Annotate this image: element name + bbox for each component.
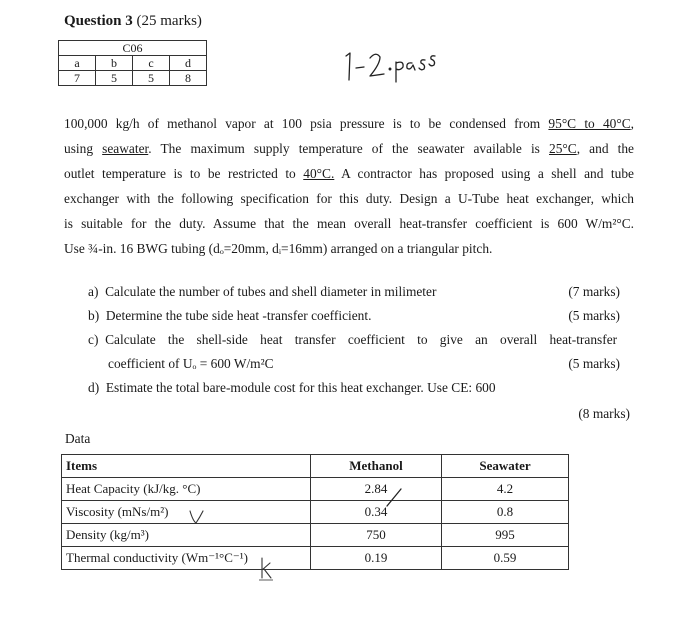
sub-question-text: Estimate the total bare-module cost for this heat exchanger. Use CE: 600	[105, 380, 496, 395]
table-row	[62, 501, 569, 524]
row-item: Density (kg/m³)	[62, 524, 311, 547]
code-header-b: b	[96, 56, 133, 71]
code-header-c: c	[133, 56, 170, 71]
statement-line-1	[64, 111, 634, 136]
sub-question-c	[88, 332, 628, 348]
code-header-d: d	[170, 56, 207, 71]
outlet-temperature: 40°C.	[303, 166, 335, 181]
sub-question-label: c)	[88, 332, 99, 347]
row-methanol: 0.19	[311, 547, 442, 570]
row-methanol: 0.34	[311, 501, 442, 524]
sub-question-c-marks: (5 marks)	[568, 356, 620, 371]
data-label: Data	[65, 431, 91, 446]
row-item: Viscosity (mNs/m²)	[62, 501, 311, 524]
statement-text: outlet temperature is to be restricted to	[64, 166, 304, 181]
statement-line-6: Use ¾-in. 16 BWG tubing (dₒ=20mm, dᵢ=16mm) arranged on a triangular pitch.	[64, 241, 493, 256]
statement-line-3	[64, 161, 634, 186]
question-marks: (25 marks)	[136, 13, 202, 29]
sub-question-text: Calculate the number of tubes and shell diameter in milimeter	[105, 284, 437, 299]
sub-question-text: Determine the tube side heat -transfer coefficient.	[105, 308, 372, 323]
statement-text: . The maximum supply temperature of the seawater available is	[148, 141, 550, 156]
row-seawater: 995	[442, 524, 569, 547]
statement-text: A contractor has proposed using a shell and tube	[334, 166, 634, 181]
sub-question-label: a)	[88, 284, 99, 299]
sub-question-b	[88, 308, 371, 324]
column-header-methanol: Methanol	[311, 455, 442, 478]
table-row	[62, 524, 569, 547]
sub-question-label: d)	[88, 380, 100, 395]
temperature-range: 95°C to 40°C	[548, 116, 631, 131]
row-item: Thermal conductivity (Wm⁻¹°C⁻¹)	[62, 547, 311, 570]
sub-question-label: b)	[88, 308, 100, 323]
code-value-c: 5	[133, 71, 170, 86]
row-seawater: 0.59	[442, 547, 569, 570]
column-header-items: Items	[62, 455, 311, 478]
code-value-d: 8	[170, 71, 207, 86]
row-seawater: 4.2	[442, 478, 569, 501]
row-methanol: 2.84	[311, 478, 442, 501]
statement-line-2	[64, 136, 634, 161]
code-value-a: 7	[59, 71, 96, 86]
sub-questions	[88, 284, 628, 424]
sub-question-c-line2: coefficient of Uₒ = 600 W/m²C	[108, 356, 274, 371]
question-title	[64, 13, 202, 30]
seawater-term: seawater	[102, 141, 149, 156]
data-table	[61, 454, 569, 570]
row-seawater: 0.8	[442, 501, 569, 524]
statement-line-5: is suitable for the duty. Assume that the mean overall heat-transfer coefficient is 600 W/m²°C.	[64, 216, 634, 231]
sub-question-b-marks: (5 marks)	[568, 308, 620, 323]
column-header-seawater: Seawater	[442, 455, 569, 478]
table-row	[62, 547, 569, 570]
sub-question-d-marks: (8 marks)	[578, 406, 630, 421]
sub-question-d	[88, 380, 496, 396]
sub-question-a	[88, 284, 436, 300]
question-number: Question 3	[64, 13, 133, 29]
statement-punct: ,	[630, 116, 635, 131]
code-header-a: a	[59, 56, 96, 71]
sub-question-text: Calculate the shell-side heat transfer coefficient to give an overall heat-transfer	[105, 332, 618, 347]
statement-text: 100,000 kg/h of methanol vapor at 100 psia pressure is to be condensed from	[64, 116, 549, 131]
table-row	[62, 478, 569, 501]
handwritten-note	[340, 36, 450, 86]
row-methanol: 750	[311, 524, 442, 547]
statement-text: , and the	[576, 141, 634, 156]
statement-text: using	[64, 141, 103, 156]
problem-statement	[64, 111, 634, 261]
row-item: Heat Capacity (kJ/kg. °C)	[62, 478, 311, 501]
sub-question-a-marks: (7 marks)	[568, 284, 620, 299]
statement-line-4: exchanger with the following specification for this duty. Design a U-Tube heat exchanger, which	[64, 191, 634, 206]
supply-temperature: 25°C	[549, 141, 577, 156]
code-cell: C06	[59, 41, 207, 56]
code-value-b: 5	[96, 71, 133, 86]
code-table	[58, 40, 207, 86]
table-header-row	[62, 455, 569, 478]
